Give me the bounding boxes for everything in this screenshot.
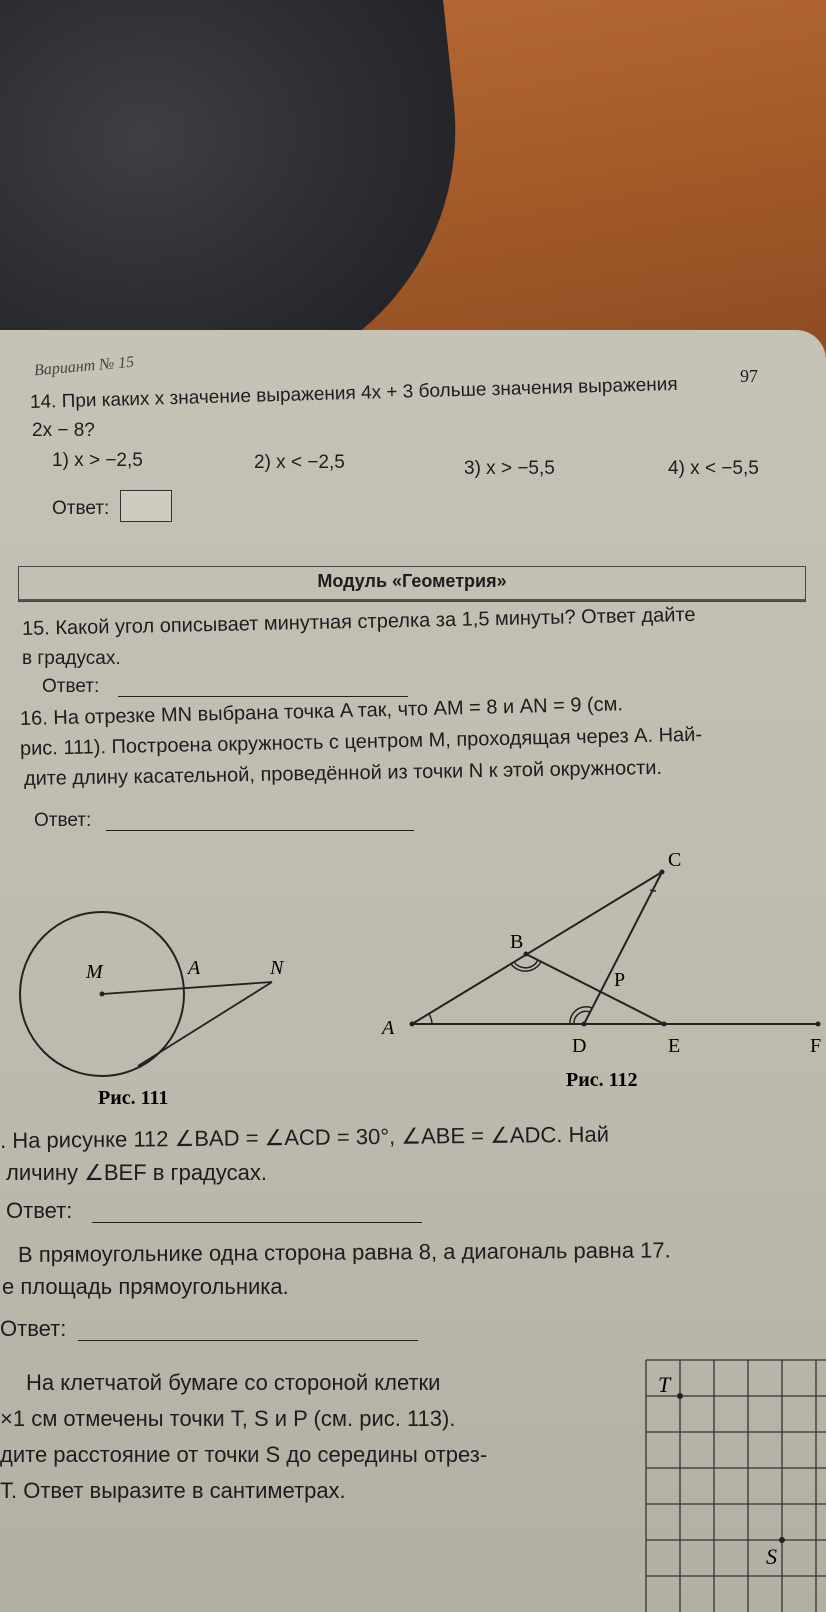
fig112-point-b: [524, 952, 529, 957]
fig112-point-f: [816, 1022, 821, 1027]
q17-number: .: [0, 1127, 7, 1153]
fig113-point-s: [779, 1537, 785, 1543]
q19-text-line1: На клетчатой бумаге со стороной клетки: [26, 1370, 441, 1395]
fig112-label-b: B: [510, 931, 524, 953]
fig113-label-t: T: [658, 1372, 671, 1397]
q19-text-line4: T. Ответ выразите в сантиметрах.: [0, 1478, 346, 1503]
fig111-caption: Рис. 111: [98, 1087, 169, 1108]
q16-text-line1: На отрезке MN выбрана точка A так, что AM = 8 и AN = 9 (см.: [53, 693, 624, 730]
fig112-label-a: A: [382, 1017, 395, 1039]
q14-option-1: 1) x > −2,5: [52, 450, 143, 471]
fig113-point-t: [677, 1393, 683, 1399]
q17-answer-label: Ответ:: [6, 1198, 73, 1223]
q17-text-line1: На рисунке 112 ∠BAD = ∠ACD = 30°, ∠ABE = ∠ADC. Най: [12, 1121, 610, 1153]
q15-number: 15.: [21, 617, 51, 640]
figure-111: [18, 878, 328, 1108]
q15-text-line1: Какой угол описывает минутная стрелка за 1,5 минуты? Ответ дайте: [55, 603, 696, 640]
q14-text-line2: 2x − 8?: [32, 420, 95, 441]
fig113-label-s: S: [766, 1544, 777, 1569]
q14-answer-box[interactable]: [120, 490, 172, 522]
fig112-angle-a: [429, 1014, 432, 1024]
q19-text-line2: ×1 см отмечены точки T, S и P (см. рис. 113).: [0, 1406, 456, 1431]
q15-answer-label: Ответ:: [42, 676, 100, 697]
fig111-tangent: [138, 982, 272, 1066]
fig112-caption: Рис. 112: [566, 1069, 638, 1091]
page-number: 97: [740, 366, 758, 386]
fig112-line-ac: [412, 872, 662, 1024]
fig112-label-p: P: [614, 969, 626, 991]
q18-answer-label: Ответ:: [0, 1316, 67, 1341]
module-title: Модуль «Геометрия»: [317, 571, 507, 591]
q14-option-3: 3) x > −5,5: [464, 458, 555, 479]
fig111-segment-mn: [102, 982, 272, 994]
fig111-center-point: [100, 992, 105, 997]
fig111-label-m: M: [86, 961, 103, 983]
q15-answer-line[interactable]: [118, 696, 408, 697]
q16-number: 16.: [19, 707, 49, 730]
q16-text-line3: дите длину касательной, проведённой из точки N к этой окружности.: [23, 756, 663, 790]
q14-text-line1: При каких x значение выражения 4x + 3 больше значения выражения: [61, 373, 678, 413]
fig112-point-a: [410, 1022, 415, 1027]
fig112-point-e: [662, 1022, 667, 1027]
book-page: [0, 330, 826, 1612]
figure-113-grid: [644, 1352, 826, 1612]
module-banner: [18, 566, 806, 602]
figure-112: [378, 850, 826, 1110]
q17-answer-line[interactable]: [92, 1222, 422, 1223]
fig112-label-c: C: [668, 850, 682, 871]
fig112-label-d: D: [572, 1035, 587, 1057]
q19-text-line3: дите расстояние от точки S до середины отрез-: [0, 1442, 488, 1467]
q14-option-2: 2) x < −2,5: [254, 452, 345, 473]
fig112-point-c: [660, 870, 665, 875]
fig112-angle-c: [650, 890, 656, 891]
q14-option-4: 4) x < −5,5: [668, 458, 759, 479]
fig112-line-be: [526, 954, 664, 1024]
q16-answer-line[interactable]: [106, 830, 414, 831]
variant-header: Вариант № 15: [33, 353, 135, 380]
q16-answer-label: Ответ:: [34, 810, 92, 831]
fig112-label-e: E: [668, 1035, 681, 1057]
q14-answer-label: Ответ:: [52, 498, 110, 519]
q16-text-line2: рис. 111). Построена окружность с центром M, проходящая через A. Най-: [19, 723, 703, 760]
q18-text-line2: е площадь прямоугольника.: [2, 1274, 289, 1299]
q14-number: 14.: [29, 391, 57, 413]
fig112-label-f: F: [810, 1035, 822, 1057]
fig111-label-a: A: [188, 957, 201, 979]
fig112-point-d: [582, 1022, 587, 1027]
fig111-label-n: N: [270, 957, 284, 979]
q18-text-line1: В прямоугольнике одна сторона равна 8, а диагональ равна 17.: [17, 1237, 671, 1267]
q18-answer-line[interactable]: [78, 1340, 418, 1341]
q17-text-line2: личину ∠BEF в градусах.: [6, 1160, 267, 1185]
q15-text-line2: в градусах.: [22, 648, 121, 669]
